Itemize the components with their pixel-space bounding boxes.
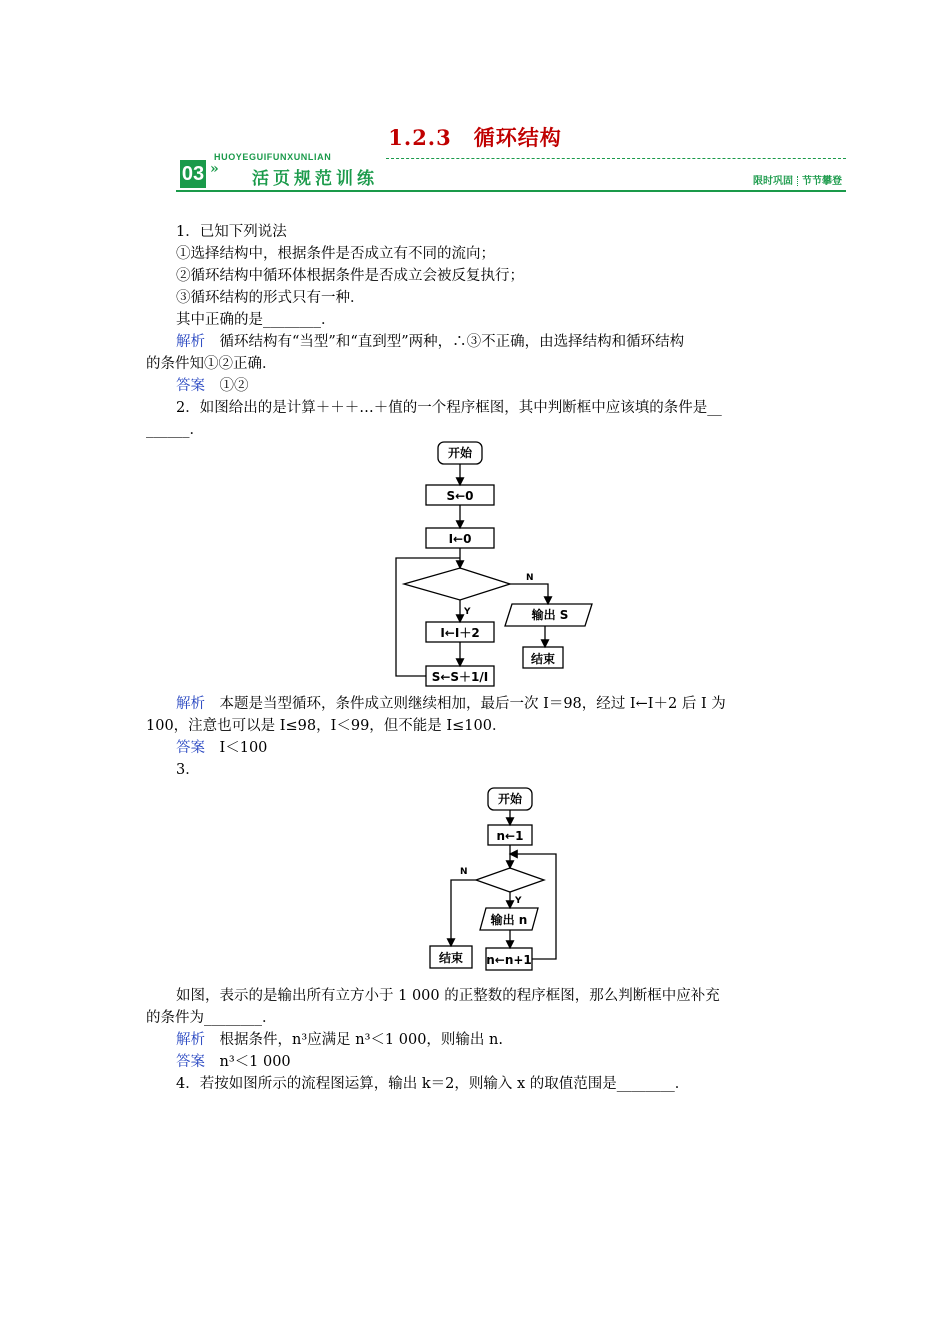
banner-dashed-line	[386, 158, 846, 159]
q2-i-update-text: I←I＋2	[440, 626, 480, 640]
answer-label: 答案	[176, 740, 205, 756]
q1-item-3: ③循环结构的形式只有一种．	[176, 290, 365, 306]
q3-analysis-text: 根据条件，n³应满足 n³＜1 000，则输出 n.	[219, 1032, 503, 1048]
banner-tagline	[753, 172, 842, 187]
q1-analysis	[176, 331, 684, 353]
q2-flowchart	[390, 436, 610, 690]
q3-flowchart	[420, 782, 570, 982]
answer-label: 答案	[176, 1054, 205, 1070]
q2-decision-diamond	[404, 568, 510, 600]
q2-start-text: 开始	[447, 446, 473, 460]
q1-analysis-text-2: 的条件知①②正确．	[146, 356, 277, 372]
analysis-label: 解析	[176, 334, 205, 350]
q3-end-text: 结束	[438, 951, 464, 965]
section-banner	[176, 152, 846, 194]
banner-rule	[176, 190, 846, 192]
q3-n-update-text: n←n+1	[486, 953, 532, 967]
analysis-label: 解析	[176, 1032, 205, 1048]
banner-heading: 活页规范训练	[252, 169, 378, 189]
q3-stem: 3．	[176, 762, 200, 778]
q2-y-label: Y	[464, 607, 471, 617]
q2-stem-cont: ______．	[146, 422, 204, 438]
banner-pinyin: HUOYEGUIFUNXUNLIAN	[214, 152, 332, 162]
q2-s-update-text: S←S＋1/I	[431, 670, 489, 684]
q2-n-label: N	[526, 573, 534, 583]
q3-answer-value: n³＜1 000	[219, 1054, 291, 1070]
page-title: 1.2.3 循环结构	[388, 125, 562, 150]
q3-answer	[176, 1051, 291, 1073]
q1-answer	[176, 375, 249, 397]
q3-text-1: 如图，表示的是输出所有立方小于 1 000 的正整数的程序框图，那么判断框中应补充	[176, 988, 720, 1004]
q2-answer	[176, 737, 267, 759]
q1-ask: 其中正确的是________．	[176, 312, 336, 328]
q2-answer-value: I＜100	[219, 740, 268, 756]
q4-stem: 4．若按如图所示的流程图运算，输出 k＝2，则输入 x 的取值范围是________．	[176, 1076, 690, 1092]
q2-end-text: 结束	[530, 652, 556, 666]
q1-stem: 1．已知下列说法	[176, 224, 287, 240]
q1-item-1: ①选择结构中，根据条件是否成立有不同的流向；	[176, 246, 495, 262]
q3-output-text: 输出 n	[490, 913, 528, 927]
q2-i-init-text: I←0	[448, 532, 472, 546]
banner-tag-1: 限时巩固	[753, 176, 793, 187]
banner-tag-2: 节节攀登	[802, 176, 842, 187]
q3-start-text: 开始	[497, 792, 523, 806]
q3-n-init-text: n←1	[496, 829, 524, 843]
q1-item-2: ②循环结构中循环体根据条件是否成立会被反复执行；	[176, 268, 524, 284]
q3-analysis	[176, 1029, 503, 1051]
answer-label: 答案	[176, 378, 205, 394]
chevron-icon: »	[210, 161, 219, 177]
q3-text-2: 的条件为________．	[146, 1010, 277, 1026]
q2-analysis-text-1: 本题是当型循环，条件成立则继续相加，最后一次 I＝98，经过 I←I＋2 后 I 为	[219, 696, 726, 712]
analysis-label: 解析	[176, 696, 205, 712]
q3-n-label: N	[460, 867, 468, 877]
banner-number: 03	[180, 160, 206, 188]
q2-s-init-text: S←0	[446, 489, 474, 503]
q1-analysis-text-1: 循环结构有“当型”和“直到型”两种，∴③不正确，由选择结构和循环结构	[219, 334, 685, 350]
q2-analysis	[176, 693, 726, 715]
q2-output-text: 输出 S	[531, 608, 569, 622]
q1-answer-value: ①②	[219, 378, 249, 394]
q3-y-label: Y	[515, 896, 522, 906]
q2-stem: 2．如图给出的是计算＋＋＋…＋值的一个程序框图，其中判断框中应该填的条件是__	[176, 400, 722, 416]
q2-analysis-text-2: 100，注意也可以是 I≤98，I＜99，但不能是 I≤100．	[146, 718, 507, 734]
banner-separator	[797, 176, 798, 186]
q3-decision-diamond	[476, 868, 544, 892]
